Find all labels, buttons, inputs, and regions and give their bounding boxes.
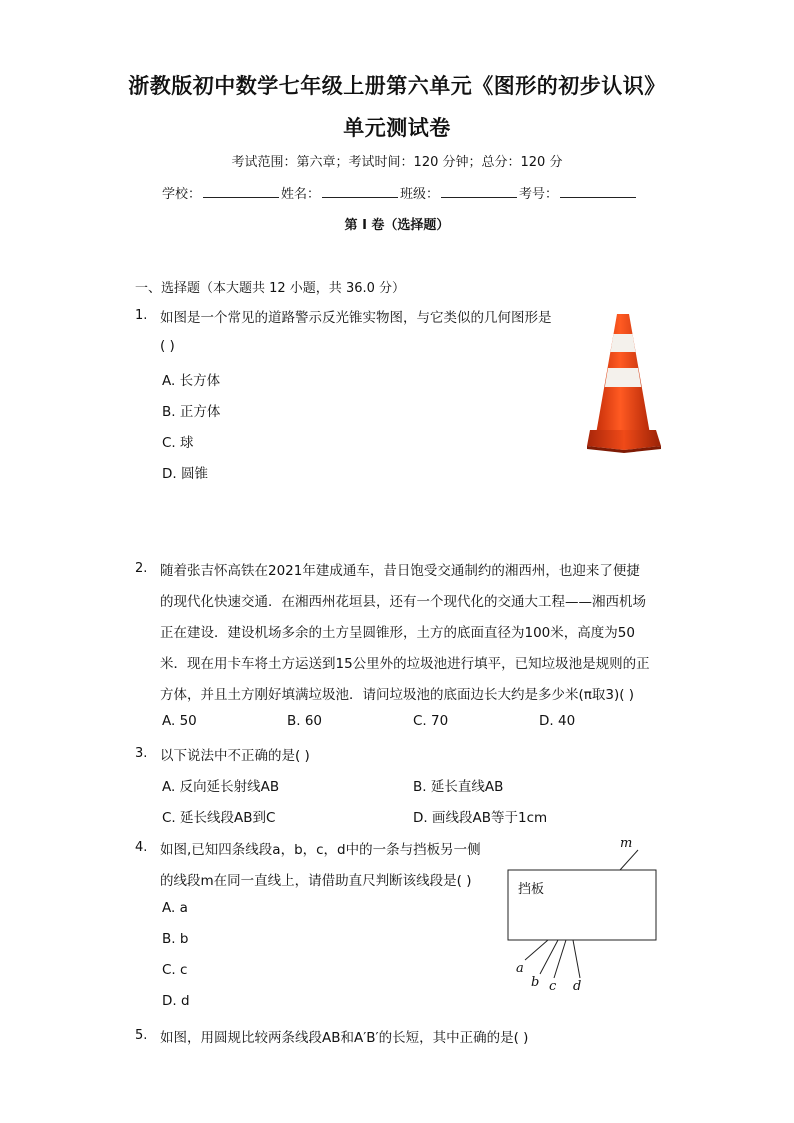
label-c: c (549, 979, 557, 994)
q5-number: 5. (135, 1028, 148, 1043)
q3-number: 3. (135, 746, 148, 761)
label-b: b (531, 975, 540, 990)
traffic-cone-icon (584, 310, 664, 455)
q4-option-b[interactable]: B. b (162, 931, 189, 947)
label-m: m (620, 836, 633, 851)
q4-option-c[interactable]: C. c (162, 962, 188, 978)
q2-option-a[interactable]: A. 50 (162, 713, 197, 729)
student-info-row (162, 183, 638, 202)
volume-title: 第 I 卷（选择题） (344, 218, 450, 233)
line-a (525, 940, 548, 960)
section-heading: 一、选择题（本大题共 12 小题，共 36.0 分） (135, 281, 406, 296)
q2-line-4: 米．现在用卡车将土方运送到15公里外的垃圾池进行填平，已知垃圾池是规则的正 (160, 656, 650, 672)
q4-figure (500, 836, 670, 1001)
exam-info: 考试范围：第六章；考试时间：120 分钟；总分：120 分 (231, 155, 563, 170)
name-label: 姓名： (281, 187, 321, 202)
q3-option-d[interactable]: D. 画线段AB等于1cm (413, 810, 548, 826)
line-c (554, 940, 566, 978)
q2-line-5: 方体，并且土方刚好填满垃圾池．请问垃圾池的底面边长大约是多少米(π取3)( ) (160, 687, 635, 703)
exam-id-label: 考号： (519, 187, 559, 202)
page-subtitle: 单元测试卷 (343, 115, 451, 140)
q1-option-b[interactable]: B. 正方体 (162, 404, 221, 420)
q2-line-1: 随着张吉怀高铁在2021年建成通车，昔日饱受交通制约的湘西州，也迎来了便捷 (160, 563, 640, 579)
q4-line-1: 如图,已知四条线段a，b，c，d中的一条与挡板另一侧 (160, 842, 481, 858)
q2-option-b[interactable]: B. 60 (287, 713, 323, 729)
q1-option-d[interactable]: D. 圆锥 (162, 466, 208, 482)
line-m (620, 850, 638, 870)
q1-stem: 如图是一个常见的道路警示反光锥实物图，与它类似的几何图形是 (160, 310, 552, 326)
q4-option-d[interactable]: D. d (162, 993, 190, 1009)
q1-option-c[interactable]: C. 球 (162, 435, 194, 451)
board-label: 挡板 (518, 882, 545, 897)
q2-line-2: 的现代化快速交通．在湘西州花垣县，还有一个现代化的交通大工程——湘西机场 (160, 594, 646, 610)
name-field[interactable] (322, 184, 398, 198)
page-title: 浙教版初中数学七年级上册第六单元《图形的初步认识》 (128, 73, 666, 98)
class-label: 班级： (400, 187, 440, 202)
q4-line-2: 的线段m在同一直线上，请借助直尺判断该线段是( ) (160, 873, 472, 889)
q3-option-b[interactable]: B. 延长直线AB (413, 779, 504, 795)
q1-number: 1. (135, 308, 148, 323)
label-a: a (516, 961, 524, 976)
q4-option-a[interactable]: A. a (162, 900, 188, 916)
q2-option-d[interactable]: D. 40 (539, 713, 576, 729)
q2-number: 2. (135, 561, 148, 576)
label-d: d (573, 979, 582, 994)
q5-stem: 如图，用圆规比较两条线段AB和A′B′的长短，其中正确的是( ) (160, 1030, 529, 1046)
q4-number: 4. (135, 840, 148, 855)
school-field[interactable] (203, 184, 279, 198)
q3-option-a[interactable]: A. 反向延长射线AB (162, 779, 280, 795)
q3-stem: 以下说法中不正确的是( ) (160, 748, 310, 764)
line-d (573, 940, 580, 978)
class-field[interactable] (441, 184, 517, 198)
q2-option-c[interactable]: C. 70 (413, 713, 449, 729)
q3-option-c[interactable]: C. 延长线段AB到C (162, 810, 276, 826)
school-label: 学校： (162, 187, 202, 202)
exam-id-field[interactable] (560, 184, 636, 198)
q2-line-3: 正在建设．建设机场多余的土方呈圆锥形，土方的底面直径为100米，高度为50 (160, 625, 635, 641)
q1-option-a[interactable]: A. 长方体 (162, 373, 221, 389)
q1-paren: ( ) (160, 338, 175, 354)
